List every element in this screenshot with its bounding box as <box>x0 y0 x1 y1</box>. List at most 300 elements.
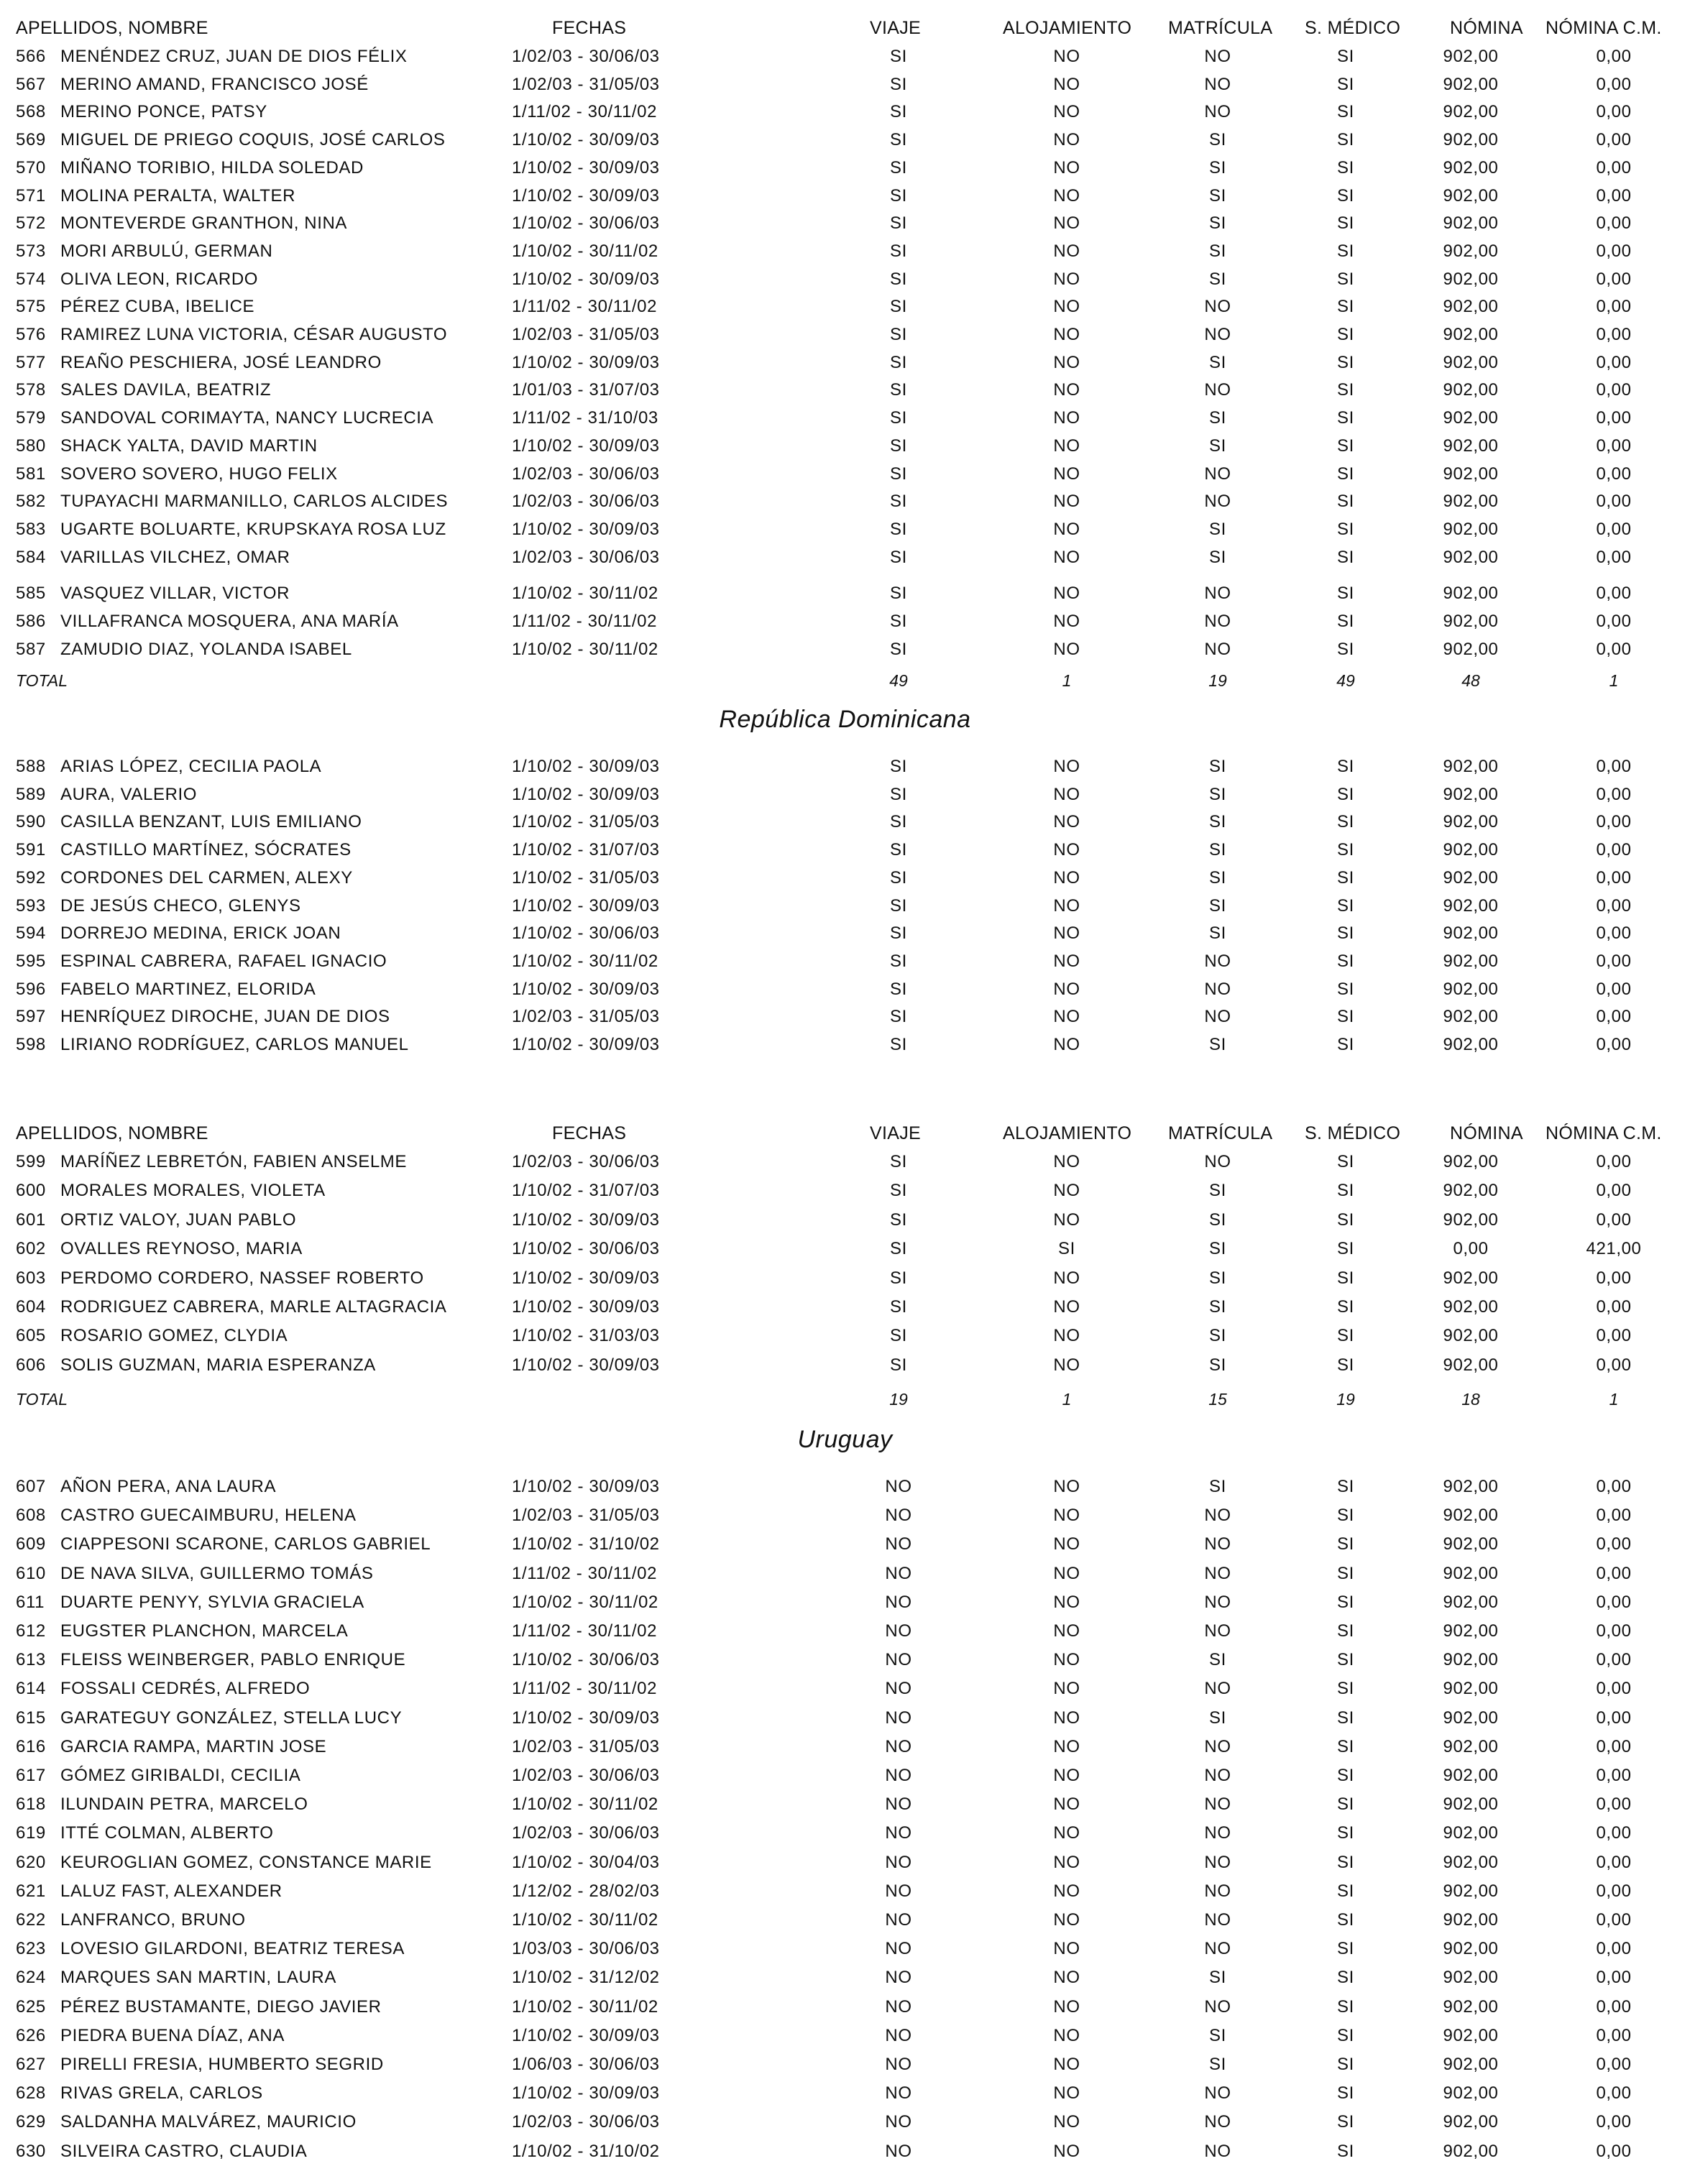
row-s-medico: SI <box>1337 1477 1354 1496</box>
row-nomina: 902,00 <box>1443 158 1499 178</box>
table-row <box>0 1034 1690 1056</box>
row-s-medico: SI <box>1337 520 1354 539</box>
row-fechas: 1/10/02 - 30/06/03 <box>512 923 660 943</box>
row-alojamiento: NO <box>1053 923 1080 943</box>
row-s-medico: SI <box>1337 1823 1354 1843</box>
row-matricula: NO <box>1204 952 1231 971</box>
row-viaje: SI <box>890 325 907 344</box>
row-alojamiento: NO <box>1053 1506 1080 1525</box>
row-fechas: 1/10/02 - 31/05/03 <box>512 812 660 831</box>
row-matricula: NO <box>1204 1679 1231 1698</box>
table-row <box>0 1296 1690 1318</box>
total-s-medico: 49 <box>1336 671 1355 690</box>
row-nomina-cm: 0,00 <box>1596 1326 1632 1345</box>
row-number: 584 <box>16 548 46 567</box>
row-viaje: SI <box>890 840 907 860</box>
row-number: 575 <box>16 297 46 316</box>
row-nomina: 902,00 <box>1443 130 1499 149</box>
row-fechas: 1/02/03 - 31/05/03 <box>512 1506 660 1525</box>
row-viaje: SI <box>890 896 907 916</box>
row-name: HENRÍQUEZ DIROCHE, JUAN DE DIOS <box>60 1007 390 1026</box>
row-viaje: SI <box>890 584 907 603</box>
row-fechas: 1/11/02 - 30/11/02 <box>512 1564 658 1583</box>
row-number: 623 <box>16 1939 46 1958</box>
row-fechas: 1/10/02 - 30/11/02 <box>512 640 658 659</box>
row-name: VILLAFRANCA MOSQUERA, ANA MARÍA <box>60 612 399 631</box>
row-nomina-cm: 0,00 <box>1596 1181 1632 1200</box>
row-matricula: SI <box>1209 1239 1226 1258</box>
row-number: 606 <box>16 1355 46 1375</box>
row-alojamiento: NO <box>1053 102 1080 121</box>
table-row <box>0 1649 1690 1671</box>
row-alojamiento: NO <box>1053 896 1080 916</box>
total-nomina-cm: 1 <box>1609 671 1619 690</box>
row-matricula: NO <box>1204 2112 1231 2132</box>
row-name: LOVESIO GILARDONI, BEATRIZ TERESA <box>60 1939 405 1958</box>
row-name: OVALLES REYNOSO, MARIA <box>60 1239 303 1258</box>
table-row <box>0 1268 1690 1289</box>
total-label: TOTAL <box>16 671 68 690</box>
row-name: ILUNDAIN PETRA, MARCELO <box>60 1794 308 1814</box>
row-matricula: NO <box>1204 2083 1231 2103</box>
row-nomina: 902,00 <box>1443 1621 1499 1641</box>
row-matricula: NO <box>1204 1534 1231 1554</box>
table-row <box>0 1708 1690 1729</box>
row-viaje: SI <box>890 158 907 178</box>
row-nomina: 902,00 <box>1443 1823 1499 1843</box>
row-s-medico: SI <box>1337 1593 1354 1612</box>
table-row <box>0 74 1690 96</box>
row-nomina-cm: 0,00 <box>1596 75 1632 94</box>
row-viaje: SI <box>890 408 907 428</box>
row-alojamiento: NO <box>1053 1035 1080 1054</box>
row-alojamiento: NO <box>1053 269 1080 289</box>
row-matricula: SI <box>1209 520 1226 539</box>
row-name: GÓMEZ GIRIBALDI, CECILIA <box>60 1766 301 1785</box>
row-nomina-cm: 0,00 <box>1596 158 1632 178</box>
header-name: APELLIDOS, NOMBRE <box>16 18 208 38</box>
row-s-medico: SI <box>1337 1679 1354 1698</box>
row-name: ARIAS LÓPEZ, CECILIA PAOLA <box>60 757 322 776</box>
row-nomina-cm: 0,00 <box>1596 1650 1632 1669</box>
row-number: 610 <box>16 1564 46 1583</box>
row-nomina: 902,00 <box>1443 1035 1499 1054</box>
row-nomina-cm: 0,00 <box>1596 1621 1632 1641</box>
row-fechas: 1/10/02 - 30/09/03 <box>512 1297 660 1317</box>
row-viaje: SI <box>890 213 907 233</box>
row-viaje: SI <box>890 492 907 511</box>
row-viaje: SI <box>890 1210 907 1230</box>
table-row <box>0 491 1690 512</box>
row-s-medico: SI <box>1337 213 1354 233</box>
row-name: MIÑANO TORIBIO, HILDA SOLEDAD <box>60 158 364 178</box>
row-matricula: NO <box>1204 2142 1231 2161</box>
row-number: 613 <box>16 1650 46 1669</box>
row-alojamiento: NO <box>1053 980 1080 999</box>
row-matricula: NO <box>1204 1766 1231 1785</box>
row-s-medico: SI <box>1337 353 1354 372</box>
row-name: SHACK YALTA, DAVID MARTIN <box>60 436 318 456</box>
row-name: CIAPPESONI SCARONE, CARLOS GABRIEL <box>60 1534 431 1554</box>
row-nomina: 902,00 <box>1443 1268 1499 1288</box>
row-nomina: 902,00 <box>1443 1997 1499 2017</box>
table-row <box>0 436 1690 457</box>
row-nomina: 902,00 <box>1443 980 1499 999</box>
row-nomina-cm: 0,00 <box>1596 408 1632 428</box>
row-number: 629 <box>16 2112 46 2132</box>
row-alojamiento: NO <box>1053 47 1080 66</box>
country-heading: Uruguay <box>797 1426 893 1453</box>
row-viaje: SI <box>890 812 907 831</box>
row-number: 622 <box>16 1910 46 1930</box>
row-viaje: NO <box>885 1593 912 1612</box>
row-alojamiento: NO <box>1053 241 1080 261</box>
header-name: APELLIDOS, NOMBRE <box>16 1123 208 1143</box>
row-nomina-cm: 0,00 <box>1596 1210 1632 1230</box>
total-label: TOTAL <box>16 1390 68 1409</box>
row-viaje: NO <box>885 2112 912 2132</box>
row-s-medico: SI <box>1337 1181 1354 1200</box>
row-name: ZAMUDIO DIAZ, YOLANDA ISABEL <box>60 640 352 659</box>
total-matricula: 19 <box>1208 671 1227 690</box>
table-row <box>0 464 1690 485</box>
row-fechas: 1/11/02 - 30/11/02 <box>512 297 658 316</box>
row-number: 604 <box>16 1297 46 1317</box>
row-fechas: 1/10/02 - 30/09/03 <box>512 2083 660 2103</box>
row-nomina: 902,00 <box>1443 1007 1499 1026</box>
row-number: 576 <box>16 325 46 344</box>
table-row <box>0 839 1690 861</box>
row-name: AURA, VALERIO <box>60 785 198 804</box>
table-row <box>0 2083 1690 2104</box>
row-nomina-cm: 0,00 <box>1596 1823 1632 1843</box>
table-row <box>0 756 1690 778</box>
row-name: PÉREZ CUBA, IBELICE <box>60 297 255 316</box>
row-fechas: 1/10/02 - 30/09/03 <box>512 1210 660 1230</box>
row-alojamiento: NO <box>1053 1210 1080 1230</box>
row-matricula: SI <box>1209 158 1226 178</box>
total-nomina-cm: 1 <box>1609 1390 1619 1409</box>
row-s-medico: SI <box>1337 1268 1354 1288</box>
row-s-medico: SI <box>1337 923 1354 943</box>
table-row <box>0 1996 1690 2018</box>
row-viaje: SI <box>890 464 907 484</box>
row-number: 583 <box>16 520 46 539</box>
row-viaje: SI <box>890 1035 907 1054</box>
row-matricula: SI <box>1209 896 1226 916</box>
row-number: 570 <box>16 158 46 178</box>
row-name: SANDOVAL CORIMAYTA, NANCY LUCRECIA <box>60 408 434 428</box>
row-fechas: 1/10/02 - 30/11/02 <box>512 1997 658 2017</box>
row-s-medico: SI <box>1337 2026 1354 2045</box>
row-s-medico: SI <box>1337 1326 1354 1345</box>
row-name: CASTILLO MARTÍNEZ, SÓCRATES <box>60 840 352 860</box>
row-matricula: SI <box>1209 868 1226 888</box>
row-fechas: 1/01/03 - 31/07/03 <box>512 380 660 400</box>
row-viaje: SI <box>890 612 907 631</box>
row-matricula: NO <box>1204 584 1231 603</box>
row-name: FLEISS WEINBERGER, PABLO ENRIQUE <box>60 1650 406 1669</box>
row-nomina-cm: 0,00 <box>1596 436 1632 456</box>
row-viaje: SI <box>890 1297 907 1317</box>
row-alojamiento: NO <box>1053 75 1080 94</box>
row-s-medico: SI <box>1337 1910 1354 1930</box>
row-nomina: 902,00 <box>1443 1564 1499 1583</box>
row-number: 589 <box>16 785 46 804</box>
row-nomina-cm: 0,00 <box>1596 2083 1632 2103</box>
row-s-medico: SI <box>1337 1534 1354 1554</box>
row-s-medico: SI <box>1337 2112 1354 2132</box>
row-fechas: 1/06/03 - 30/06/03 <box>512 2055 660 2074</box>
row-matricula: SI <box>1209 1968 1226 1987</box>
row-nomina: 902,00 <box>1443 612 1499 631</box>
row-nomina-cm: 0,00 <box>1596 186 1632 206</box>
row-matricula: SI <box>1209 812 1226 831</box>
row-alojamiento: NO <box>1053 1326 1080 1345</box>
row-matricula: SI <box>1209 1477 1226 1496</box>
table-row <box>0 269 1690 290</box>
row-name: FOSSALI CEDRÉS, ALFREDO <box>60 1679 311 1698</box>
total-row <box>0 1388 1690 1410</box>
row-alojamiento: NO <box>1053 520 1080 539</box>
row-nomina-cm: 0,00 <box>1596 47 1632 66</box>
row-name: ESPINAL CABRERA, RAFAEL IGNACIO <box>60 952 387 971</box>
row-nomina: 902,00 <box>1443 812 1499 831</box>
row-name: SILVEIRA CASTRO, CLAUDIA <box>60 2142 308 2161</box>
row-s-medico: SI <box>1337 1737 1354 1756</box>
row-matricula: NO <box>1204 1564 1231 1583</box>
row-nomina-cm: 0,00 <box>1596 269 1632 289</box>
row-name: KEUROGLIAN GOMEZ, CONSTANCE MARIE <box>60 1853 432 1872</box>
row-viaje: SI <box>890 1007 907 1026</box>
row-number: 569 <box>16 130 46 149</box>
row-nomina: 902,00 <box>1443 840 1499 860</box>
row-nomina-cm: 0,00 <box>1596 325 1632 344</box>
row-s-medico: SI <box>1337 1007 1354 1026</box>
header-s-medico: S. MÉDICO <box>1305 18 1401 38</box>
row-name: DE JESÚS CHECO, GLENYS <box>60 896 301 916</box>
row-viaje: SI <box>890 47 907 66</box>
row-number: 627 <box>16 2055 46 2074</box>
row-matricula: SI <box>1209 269 1226 289</box>
row-s-medico: SI <box>1337 1035 1354 1054</box>
row-number: 586 <box>16 612 46 631</box>
row-viaje: SI <box>890 923 907 943</box>
row-name: RIVAS GRELA, CARLOS <box>60 2083 263 2103</box>
row-viaje: SI <box>890 297 907 316</box>
row-alojamiento: NO <box>1053 1910 1080 1930</box>
row-viaje: SI <box>890 436 907 456</box>
row-nomina-cm: 0,00 <box>1596 757 1632 776</box>
row-viaje: SI <box>890 520 907 539</box>
row-matricula: SI <box>1209 1210 1226 1230</box>
row-fechas: 1/10/02 - 30/09/03 <box>512 2026 660 2045</box>
row-fechas: 1/10/02 - 31/07/03 <box>512 840 660 860</box>
row-matricula: SI <box>1209 2026 1226 2045</box>
row-matricula: SI <box>1209 548 1226 567</box>
row-number: 605 <box>16 1326 46 1345</box>
row-s-medico: SI <box>1337 1997 1354 2017</box>
table-row <box>0 639 1690 660</box>
row-number: 585 <box>16 584 46 603</box>
row-name: MENÉNDEZ CRUZ, JUAN DE DIOS FÉLIX <box>60 47 408 66</box>
row-nomina-cm: 0,00 <box>1596 1997 1632 2017</box>
row-matricula: NO <box>1204 1939 1231 1958</box>
total-viaje: 19 <box>889 1390 908 1409</box>
row-nomina-cm: 0,00 <box>1596 2055 1632 2074</box>
row-number: 608 <box>16 1506 46 1525</box>
row-nomina: 902,00 <box>1443 952 1499 971</box>
row-viaje: SI <box>890 785 907 804</box>
row-nomina: 902,00 <box>1443 1679 1499 1698</box>
row-number: 601 <box>16 1210 46 1230</box>
row-s-medico: SI <box>1337 492 1354 511</box>
row-nomina-cm: 0,00 <box>1596 584 1632 603</box>
row-alojamiento: NO <box>1053 1968 1080 1987</box>
row-number: 579 <box>16 408 46 428</box>
row-fechas: 1/10/02 - 30/09/03 <box>512 269 660 289</box>
row-fechas: 1/10/02 - 30/11/02 <box>512 241 658 261</box>
row-name: SALDANHA MALVÁREZ, MAURICIO <box>60 2112 357 2132</box>
row-number: 624 <box>16 1968 46 1987</box>
row-alojamiento: NO <box>1053 1355 1080 1375</box>
row-matricula: NO <box>1204 102 1231 121</box>
row-number: 571 <box>16 186 46 206</box>
row-nomina: 902,00 <box>1443 757 1499 776</box>
table-row <box>0 1967 1690 1989</box>
row-viaje: NO <box>885 1997 912 2017</box>
table-row <box>0 157 1690 179</box>
row-fechas: 1/10/02 - 30/09/03 <box>512 1355 660 1375</box>
row-fechas: 1/02/03 - 30/06/03 <box>512 2112 660 2132</box>
row-alojamiento: NO <box>1053 1939 1080 1958</box>
row-nomina: 902,00 <box>1443 380 1499 400</box>
row-s-medico: SI <box>1337 1506 1354 1525</box>
table-row <box>0 185 1690 207</box>
row-nomina: 902,00 <box>1443 1766 1499 1785</box>
row-nomina-cm: 0,00 <box>1596 1007 1632 1026</box>
header-viaje: VIAJE <box>870 1123 921 1143</box>
row-s-medico: SI <box>1337 640 1354 659</box>
row-nomina: 0,00 <box>1453 1239 1489 1258</box>
row-alojamiento: NO <box>1053 548 1080 567</box>
row-number: 599 <box>16 1152 46 1171</box>
row-fechas: 1/02/03 - 31/05/03 <box>512 1007 660 1026</box>
row-nomina-cm: 0,00 <box>1596 380 1632 400</box>
row-fechas: 1/10/02 - 30/06/03 <box>512 1239 660 1258</box>
row-s-medico: SI <box>1337 757 1354 776</box>
row-nomina: 902,00 <box>1443 241 1499 261</box>
row-viaje: NO <box>885 1534 912 1554</box>
row-name: CASILLA BENZANT, LUIS EMILIANO <box>60 812 362 831</box>
row-viaje: NO <box>885 1708 912 1728</box>
row-number: 596 <box>16 980 46 999</box>
row-nomina: 902,00 <box>1443 297 1499 316</box>
row-alojamiento: NO <box>1053 640 1080 659</box>
table-row <box>0 1355 1690 1376</box>
row-nomina: 902,00 <box>1443 492 1499 511</box>
table-row <box>0 296 1690 318</box>
row-number: 574 <box>16 269 46 289</box>
row-matricula: SI <box>1209 1326 1226 1345</box>
row-nomina-cm: 0,00 <box>1596 1506 1632 1525</box>
row-s-medico: SI <box>1337 980 1354 999</box>
total-alojamiento: 1 <box>1062 1390 1072 1409</box>
row-number: 580 <box>16 436 46 456</box>
table-row <box>0 1794 1690 1815</box>
row-matricula: SI <box>1209 1355 1226 1375</box>
row-fechas: 1/10/02 - 30/09/03 <box>512 520 660 539</box>
row-name: MERINO AMAND, FRANCISCO JOSÉ <box>60 75 369 94</box>
row-alojamiento: NO <box>1053 1297 1080 1317</box>
table-row <box>0 1909 1690 1931</box>
row-number: 598 <box>16 1035 46 1054</box>
row-nomina: 902,00 <box>1443 548 1499 567</box>
row-fechas: 1/02/03 - 30/06/03 <box>512 1152 660 1171</box>
row-matricula: NO <box>1204 464 1231 484</box>
row-viaje: SI <box>890 130 907 149</box>
row-viaje: NO <box>885 1910 912 1930</box>
row-s-medico: SI <box>1337 2055 1354 2074</box>
row-nomina: 902,00 <box>1443 102 1499 121</box>
row-name: FABELO MARTINEZ, ELORIDA <box>60 980 316 999</box>
row-matricula: SI <box>1209 1268 1226 1288</box>
table-row <box>0 895 1690 917</box>
column-header-row <box>0 1123 1690 1144</box>
row-matricula: SI <box>1209 1181 1226 1200</box>
row-nomina: 902,00 <box>1443 896 1499 916</box>
row-fechas: 1/10/02 - 30/09/03 <box>512 980 660 999</box>
row-alojamiento: NO <box>1053 1650 1080 1669</box>
table-row <box>0 923 1690 944</box>
row-number: 612 <box>16 1621 46 1641</box>
row-fechas: 1/02/03 - 30/06/03 <box>512 492 660 511</box>
row-nomina: 902,00 <box>1443 2112 1499 2132</box>
row-name: DE NAVA SILVA, GUILLERMO TOMÁS <box>60 1564 374 1583</box>
row-number: 617 <box>16 1766 46 1785</box>
row-alojamiento: NO <box>1053 2026 1080 2045</box>
row-nomina-cm: 0,00 <box>1596 1708 1632 1728</box>
row-alojamiento: NO <box>1053 1881 1080 1901</box>
row-s-medico: SI <box>1337 102 1354 121</box>
row-matricula: NO <box>1204 640 1231 659</box>
row-number: 573 <box>16 241 46 261</box>
row-viaje: SI <box>890 1268 907 1288</box>
row-number: 588 <box>16 757 46 776</box>
table-row <box>0 2054 1690 2075</box>
row-alojamiento: NO <box>1053 952 1080 971</box>
row-matricula: NO <box>1204 1621 1231 1641</box>
row-alojamiento: NO <box>1053 2055 1080 2074</box>
row-s-medico: SI <box>1337 1564 1354 1583</box>
row-alojamiento: NO <box>1053 380 1080 400</box>
table-row <box>0 1938 1690 1960</box>
row-nomina: 902,00 <box>1443 213 1499 233</box>
table-row <box>0 1505 1690 1526</box>
row-fechas: 1/10/02 - 30/09/03 <box>512 353 660 372</box>
row-nomina: 902,00 <box>1443 640 1499 659</box>
row-alojamiento: NO <box>1053 1181 1080 1200</box>
table-row <box>0 1592 1690 1613</box>
row-name: RODRIGUEZ CABRERA, MARLE ALTAGRACIA <box>60 1297 447 1317</box>
table-row <box>0 324 1690 346</box>
row-nomina: 902,00 <box>1443 1210 1499 1230</box>
header-nomina-cm: NÓMINA C.M. <box>1546 1123 1662 1143</box>
row-name: UGARTE BOLUARTE, KRUPSKAYA ROSA LUZ <box>60 520 446 539</box>
table-row <box>0 1881 1690 1902</box>
row-nomina-cm: 0,00 <box>1596 640 1632 659</box>
row-nomina: 902,00 <box>1443 1506 1499 1525</box>
